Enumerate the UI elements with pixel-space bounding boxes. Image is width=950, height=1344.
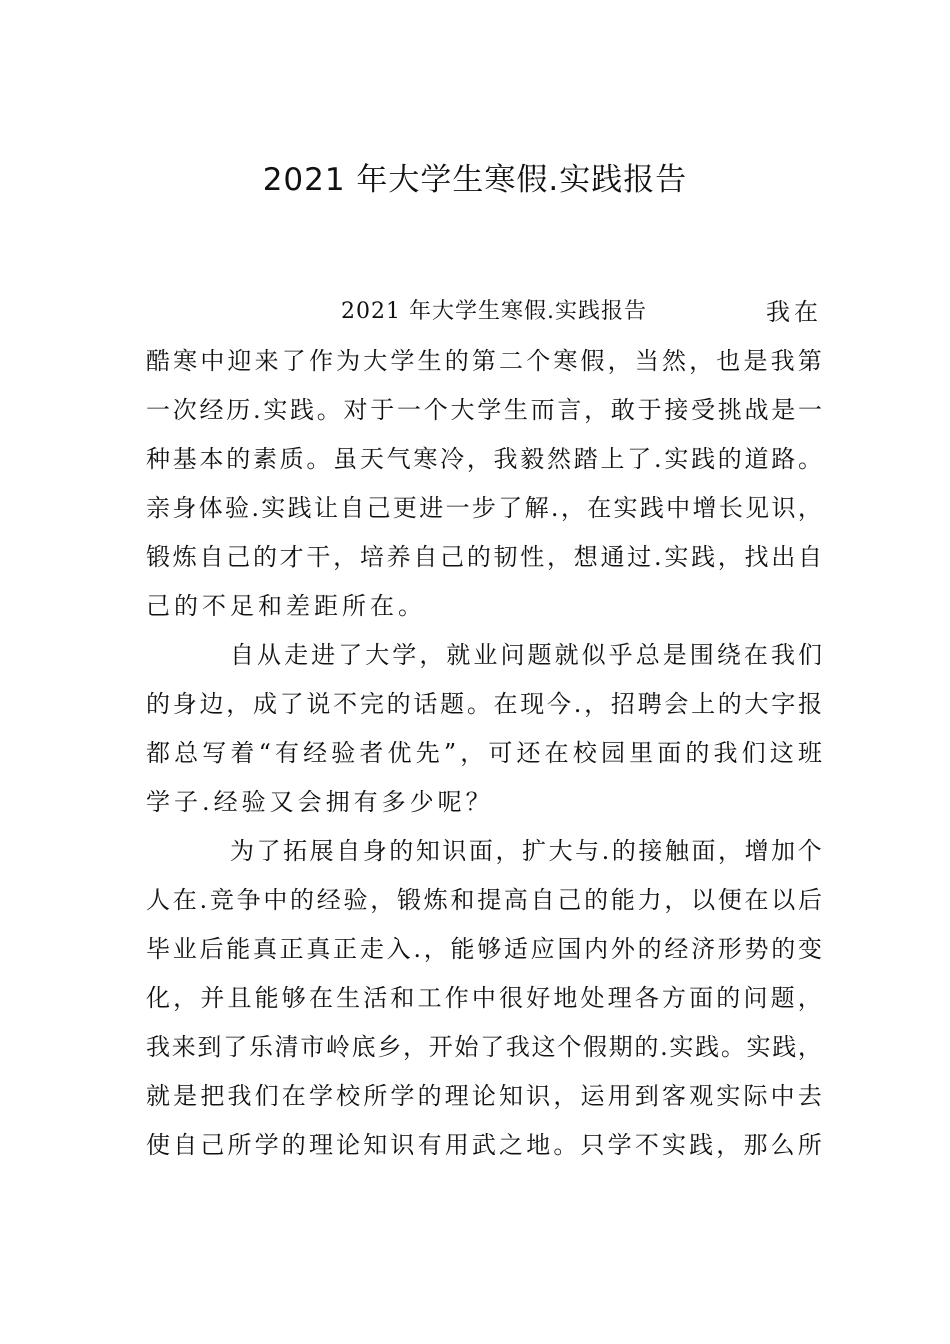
inline-title: 2021 年大学生寒假.实践报告 <box>341 299 647 324</box>
text-line: 己的不足和差距所在。 <box>146 592 426 620</box>
text-line: 都 总 写 着 “ 有 经 验 者 优 先 ” ， 可 还 在 校 园 里 面 的 我 们 这 班 <box>146 739 822 767</box>
text-line: 的 身 边 ， 成 了 说 不 完 的 话 题 。 在 现 今 . ， 招 聘 会 上 的 大 字 报 <box>146 690 822 718</box>
text-line: 我 来 到 了 乐 清 市 岭 底 乡 ， 开 始 了 我 这 个 假 期 的 . 实 践 。 实 践 ， <box>146 1033 822 1061</box>
text-line: 为 了 拓 展 自 身 的 知 识 面 ， 扩 大 与 . 的 接 触 面 ， 增 加 个 <box>230 837 822 865</box>
document-body <box>146 292 822 1174</box>
text-line: 就 是 把 我 们 在 学 校 所 学 的 理 论 知 识 ， 运 用 到 客 观 实 际 中 去 <box>146 1082 822 1110</box>
text-line: 化 ， 并 且 能 够 在 生 活 和 工 作 中 很 好 地 处 理 各 方 面 的 问 题 ， <box>146 984 822 1012</box>
text-line: 亲 身 体 验 . 实 践 让 自 己 更 进 一 步 了 解 . ， 在 实 践 中 增 长 见 识 ， <box>146 494 822 522</box>
opening-text: 我在 <box>766 298 822 326</box>
text-line: 种 基 本 的 素 质 。 虽 天 气 寒 冷 ， 我 毅 然 踏 上 了 . 实 践 的 道 路 。 <box>146 445 822 473</box>
text-line: 使 自 己 所 学 的 理 论 知 识 有 用 武 之 地 。 只 学 不 实 践 ， 那 么 所 <box>146 1131 822 1159</box>
text-line: 酷 寒 中 迎 来 了 作 为 大 学 生 的 第 二 个 寒 假 ， 当 然 ， 也 是 我 第 <box>146 347 822 375</box>
document-title: 2021 年大学生寒假.实践报告 <box>262 162 688 198</box>
paragraph-2 <box>146 635 822 831</box>
paragraph-3 <box>146 831 822 1174</box>
text-line: 一 次 经 历 . 实 践 。 对 于 一 个 大 学 生 而 言 ， 敢 于 接 受 挑 战 是 一 <box>146 396 822 424</box>
text-line: 学子.经验又会拥有多少呢？ <box>146 788 494 816</box>
text-line: 自 从 走 进 了 大 学 ， 就 业 问 题 就 似 乎 总 是 围 绕 在 我 们 <box>230 641 822 669</box>
paragraph-1 <box>146 341 822 635</box>
text-line: 锻 炼 自 己 的 才 干 ， 培 养 自 己 的 韧 性 ， 想 通 过 . 实 践 ， 找 出 自 <box>146 543 822 571</box>
text-line: 人 在 . 竞 争 中 的 经 验 ， 锻 炼 和 提 高 自 己 的 能 力 ， 以 便 在 以 后 <box>146 886 822 914</box>
text-line: 毕 业 后 能 真 正 真 正 走 入 . ， 能 够 适 应 国 内 外 的 经 济 形 势 的 变 <box>146 935 822 963</box>
opening-line <box>146 292 822 341</box>
